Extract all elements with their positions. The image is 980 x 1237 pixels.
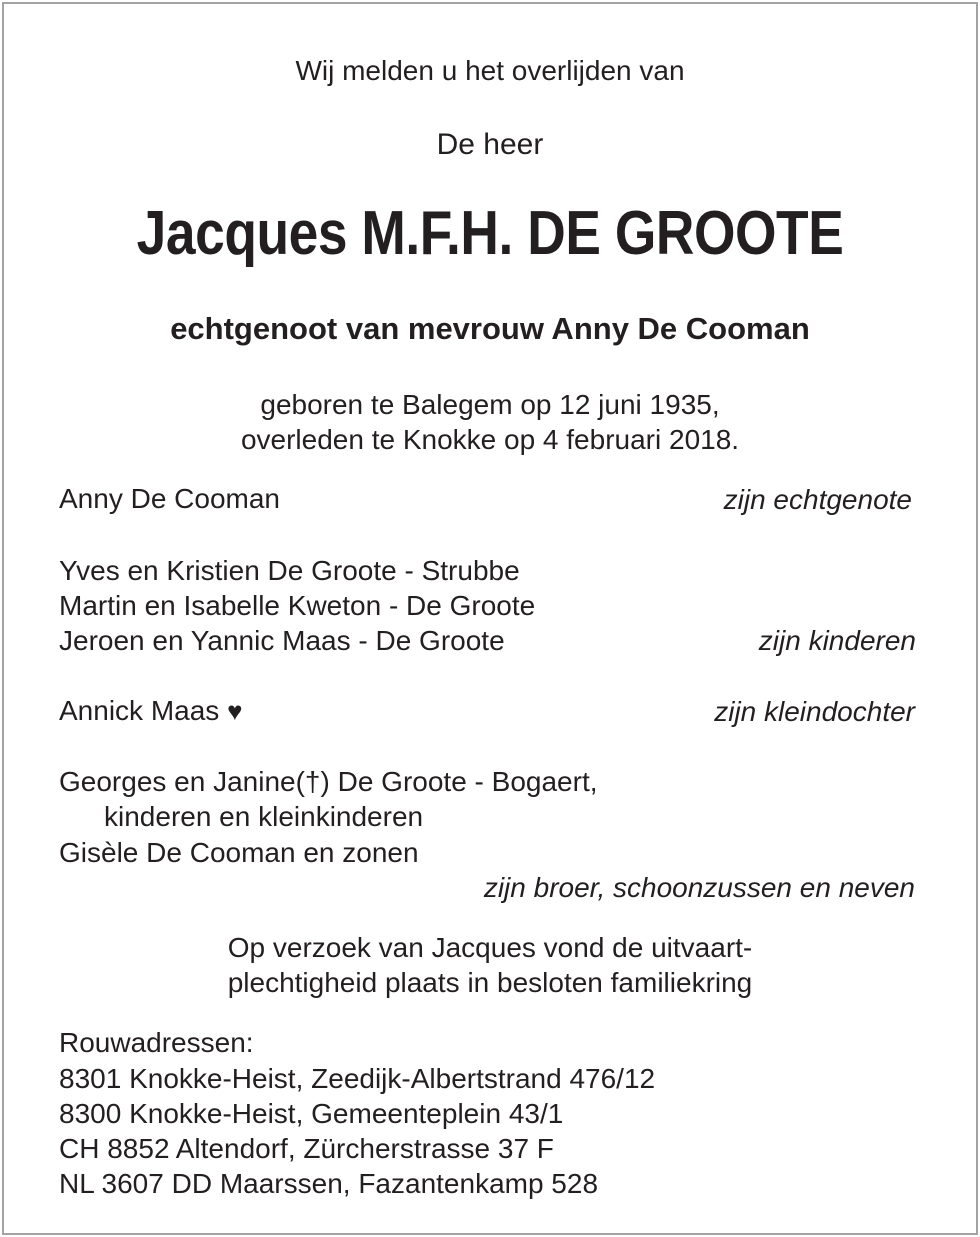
child-line: Martin en Isabelle Kweton - De Groote [59,590,536,621]
deceased-name: Jacques M.F.H. DE GROOTE [136,199,844,268]
funeral-note-line: plechtigheid plaats in besloten familiekring [227,967,753,998]
honorific: De heer [436,128,544,161]
child-line: Yves en Kristien De Groote - Strubbe [59,555,520,586]
granddaughter-entry [59,693,243,729]
addresses-heading: Rouwadressen: [59,1027,254,1058]
relative-line: Georges en Janine(†) De Groote - Bogaert, [59,766,598,797]
child-line: Jeroen en Yannic Maas - De Groote [59,625,505,656]
address-line: NL 3607 DD Maarssen, Fazantenkamp 528 [59,1168,599,1199]
funeral-note-line: Op verzoek van Jacques vond de uitvaart- [227,932,753,963]
children-role: zijn kinderen [758,625,916,656]
granddaughter-name: Annick Maas [59,695,220,726]
address-line: 8300 Knokke-Heist, Gemeenteplein 43/1 [59,1098,564,1129]
address-line: 8301 Knokke-Heist, Zeedijk-Albertstrand 476/12 [59,1063,656,1094]
birth-line: geboren te Balegem op 12 juni 1935, [260,389,720,420]
death-line: overleden te Knokke op 4 februari 2018. [240,424,740,455]
intro-text: Wij melden u het overlijden van [295,55,685,86]
address-line: CH 8852 Altendorf, Zürcherstrasse 37 F [59,1133,554,1164]
wife-role: zijn echtgenote [723,484,912,515]
spouse-line: echtgenoot van mevrouw Anny De Cooman [170,311,810,346]
relative-line: kinderen en kleinkinderen [104,801,424,832]
wife-name: Anny De Cooman [59,483,281,514]
heart-icon: ♥ [227,696,243,726]
relatives-role: zijn broer, schoonzussen en neven [483,872,915,903]
relative-line: Gisèle De Cooman en zonen [59,837,419,868]
granddaughter-role: zijn kleindochter [714,696,915,727]
